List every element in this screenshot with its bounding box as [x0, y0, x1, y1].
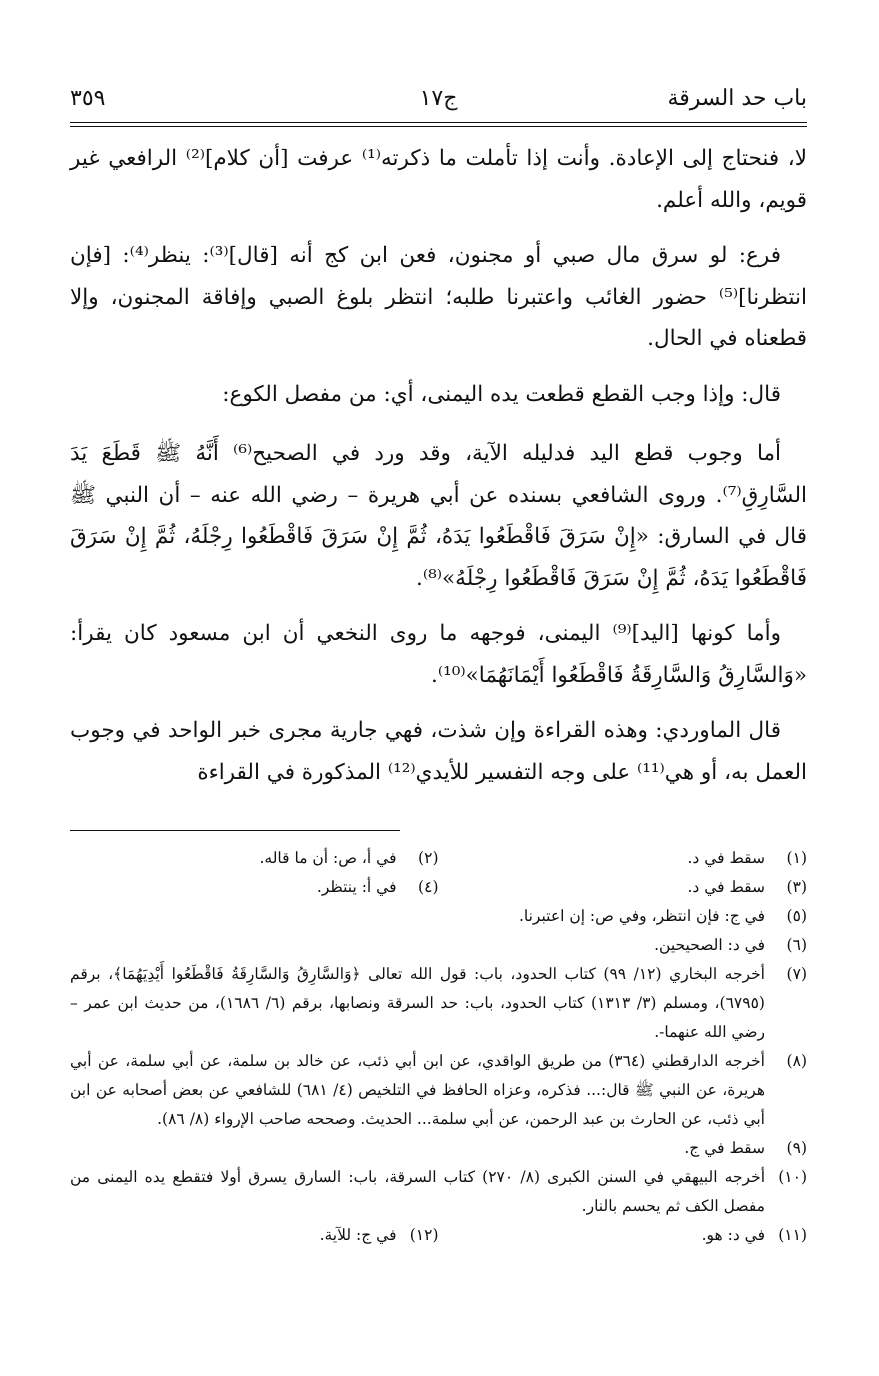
footnote-text: سقط في ج. [684, 1139, 765, 1157]
footnote-text: في أ: ينتظر. [316, 878, 397, 896]
footnote-text: أخرجه البيهقي في السنن الكبرى (٨/ ٢٧٠) كتاب السرقة، باب: السارق يسرق أولا فتقطع يده اليمنى من مفصل الكف ثم يحسم بالنار. [70, 1168, 765, 1215]
volume-label: ج١٧ [419, 86, 458, 111]
footnote [70, 902, 807, 931]
footnote-text: أخرجه الدارقطني (٣٦٤) من طريق الواقدي، عن ابن أبي ذئب، عن خالد بن سلمة، عن أبي سلمة، عن أبي هريرة، عن النبي ﷺ قال:... فذكره، وعزاه الحافظ في التلخيص (٤/ ٦٨١) للشافعي عن بعض أصحابه عن ابن أبي ذئب، عن الحارث بن عبد الرحمن، عن أبي سلمة... الحديث. وصححه صاحب الإرواء (٨/ ٨٦). [70, 1052, 765, 1128]
footnote [70, 844, 439, 873]
footnote-row [70, 873, 807, 902]
footnote-row [70, 1221, 807, 1250]
main-text [70, 138, 807, 807]
page-header [70, 82, 807, 116]
footnote-text: سقط في د. [687, 849, 765, 867]
footnote [439, 873, 808, 902]
footnote-text: سقط في د. [687, 878, 765, 896]
footnote [439, 844, 808, 873]
footnotes [70, 844, 807, 1250]
footnote [439, 1221, 808, 1250]
header-rule-top [70, 122, 807, 123]
footnote [70, 1047, 807, 1134]
footnote-number: (٦) [786, 936, 807, 954]
footnote-row [70, 844, 807, 873]
footnote-number: (٤) [418, 878, 439, 896]
footnote [70, 960, 807, 1047]
footnote-text: أخرجه البخاري (١٢/ ٩٩) كتاب الحدود، باب: قول الله تعالى ﴿وَالسَّارِقُ وَالسَّارِقَةُ فَاقْطَعُوا أَيْدِيَهُمَا﴾، برقم (٦٧٩٥)، ومسلم (٣/ ١٣١٣) كتاب الحدود، باب: حد السرقة ونصابها، برقم (٦/ ١٦٨٦)، من حديث ابن عمر – رضي الله عنهما-. [70, 965, 765, 1041]
footnote [70, 873, 439, 902]
paragraph: فرع: لو سرق مال صبي أو مجنون، فعن ابن كج أنه [قال]⁽³⁾: ينظر⁽⁴⁾: [فإن انتظرنا]⁽⁵⁾ حضور الغائب واعتبرنا طلبه؛ انتظر بلوغ الصبي وإفاقة المجنون، وإلا قطعناه في الحال. [70, 243, 807, 351]
paragraph: قال: وإذا وجب القطع قطعت يده اليمنى، أي: من مفصل الكوع: [222, 381, 781, 407]
footnote-number: (٢) [418, 849, 439, 867]
paragraph: لا، فنحتاج إلى الإعادة. وأنت إذا تأملت ما ذكرته⁽¹⁾ عرفت [أن كلام]⁽²⁾ الرافعي غير قويم، والله أعلم. [70, 146, 808, 213]
footnote-number: (١) [786, 849, 807, 867]
footnote-text: في ج: للآية. [319, 1226, 397, 1244]
header-rule-bottom [70, 126, 807, 127]
footnote-number: (٣) [786, 878, 807, 896]
footnote-text: في د: هو. [701, 1226, 765, 1244]
footnote-number: (٥) [786, 907, 807, 925]
page-number: ٣٥٩ [70, 86, 106, 111]
footnote-text: في ج: فإن انتظر، وفي ص: إن اعتبرنا. [518, 907, 765, 925]
footnote-number: (١٠) [778, 1168, 807, 1186]
footnote [70, 1221, 439, 1250]
footnote [70, 931, 807, 960]
paragraph: قال الماوردي: وهذه القراءة وإن شذت، فهي جارية مجرى خبر الواحد في وجوب العمل به، أو هي⁽¹¹⁾ على وجه التفسير للأيدي⁽¹²⁾ المذكورة في القراءة [70, 718, 807, 785]
footnote-text: في أ، ص: أن ما قاله. [259, 849, 397, 867]
footnote-separator [70, 830, 400, 831]
chapter-title: باب حد السرقة [667, 86, 807, 111]
footnote [70, 1163, 807, 1221]
footnote-number: (١٢) [409, 1226, 439, 1244]
paragraph: أما وجوب قطع اليد فدليله الآية، وقد ورد في الصحيح⁽⁶⁾ أَنَّهُ ﷺ قَطَعَ يَدَ السَّارِقِ⁽⁷⁾. وروى الشافعي بسنده عن أبي هريرة – رضي الله عنه – أن النبي ﷺ قال في السارق: «إِنْ سَرَقَ فَاقْطَعُوا يَدَهُ، ثُمَّ إِنْ سَرَقَ فَاقْطَعُوا رِجْلَهُ، ثُمَّ إِنْ سَرَقَ فَاقْطَعُوا يَدَهُ، ثُمَّ إِنْ سَرَقَ فَاقْطَعُوا رِجْلَهُ»⁽⁸⁾. [70, 441, 807, 591]
footnote-text: في د: الصحيحين. [654, 936, 765, 954]
paragraph: وأما كونها [اليد]⁽⁹⁾ اليمنى، فوجهه ما روى النخعي أن ابن مسعود كان يقرأ: «وَالسَّارِقُ وَالسَّارِقَةُ فَاقْطَعُوا أَيْمَانَهُمَا»⁽¹⁰⁾. [70, 621, 807, 688]
footnote [70, 1134, 807, 1163]
footnote-number: (١١) [778, 1226, 807, 1244]
footnote-number: (٨) [786, 1052, 807, 1070]
footnote-number: (٩) [786, 1139, 807, 1157]
footnote-number: (٧) [786, 965, 807, 983]
